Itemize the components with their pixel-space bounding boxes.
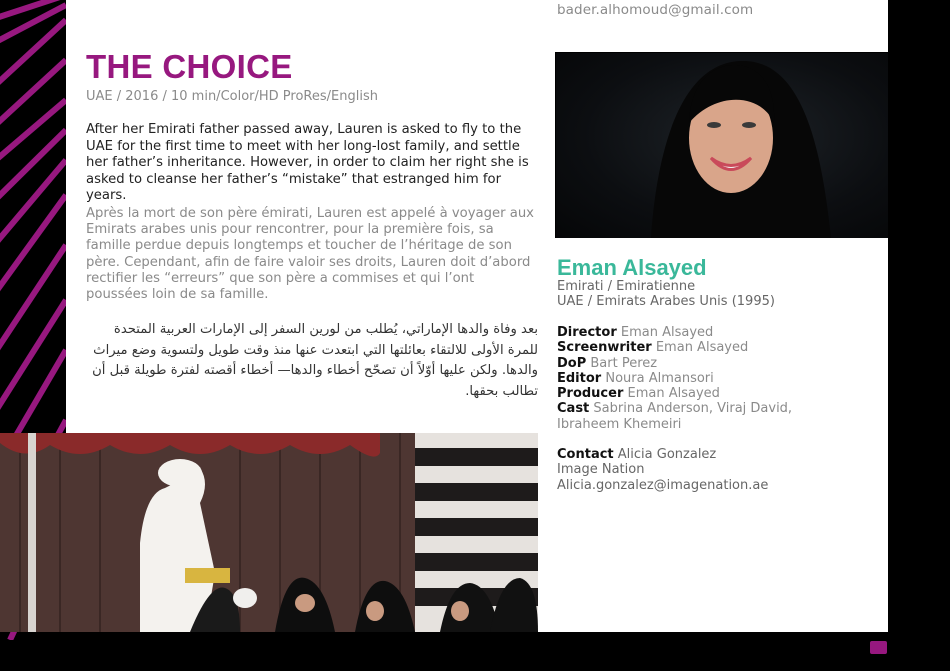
credit-dop: DoP Bart Perez [557, 355, 658, 371]
director-country: UAE / Emirats Arabes Unis (1995) [557, 294, 775, 309]
page-number-badge [870, 641, 887, 654]
synopsis-french: Après la mort de son père émirati, Lauren est appelé à voyager aux Emirats arabes unis pour rencontrer, pour la première fois, sa famille perdue depuis longtemps et toucher de l’héritage de son père. Cependant, afin de faire valoir ses droits, Lauren doit d’abord rectifier les “erreurs” que son père a commises et qui l’ont poussées loin de sa famille. [86, 206, 534, 303]
credit-producer: Producer Eman Alsayed [557, 386, 720, 402]
credit-editor: Editor Noura Almansori [557, 370, 714, 386]
director-portrait [556, 53, 888, 238]
film-meta: UAE / 2016 / 10 min/Color/HD ProRes/English [86, 89, 378, 104]
panel-gutter [538, 52, 555, 238]
credit-screenwriter: Screenwriter Eman Alsayed [557, 340, 749, 356]
film-title: THE CHOICE [86, 48, 293, 85]
contact-company: Image Nation [557, 462, 645, 478]
contact-email[interactable]: Alicia.gonzalez@imagenation.ae [557, 477, 769, 493]
synopsis-arabic: بعد وفاة والدها الإماراتي، يُطلب من لورين السفر إلى الإمارات العربية المتحدة للمرة الأولى للالتقاء بعائلتها التي ابتعدت عنها منذ وقت طويل ولتسوية وضع ميراث والدها. ولكن عليها أوّلاً أن تصحّح أخطاء والدها— أخطاء أقصته لفترة طويلة قبل أن تطالب بحقها. [92, 322, 538, 399]
director-name: Eman Alsayed [557, 255, 707, 280]
film-still [0, 433, 538, 632]
credits-list [557, 325, 797, 432]
top-email: bader.alhomoud@gmail.com [557, 2, 754, 18]
director-nationality: Emirati / Emiratienne [557, 279, 696, 294]
synopsis-english: After her Emirati father passed away, Lauren is asked to fly to the UAE for the first time to meet with her long-lost family, and settle her father’s inheritance. However, in order to claim her right she is asked to cleanse her father’s “mistake” that estranged him for years. [86, 122, 529, 203]
credit-cast: Cast Sabrina Anderson, Viraj David, Ibraheem Khemeiri [557, 401, 793, 432]
contact-person: Contact Alicia Gonzalez [557, 447, 717, 462]
contact-block [557, 447, 768, 493]
credit-director: Director Eman Alsayed [557, 325, 714, 340]
